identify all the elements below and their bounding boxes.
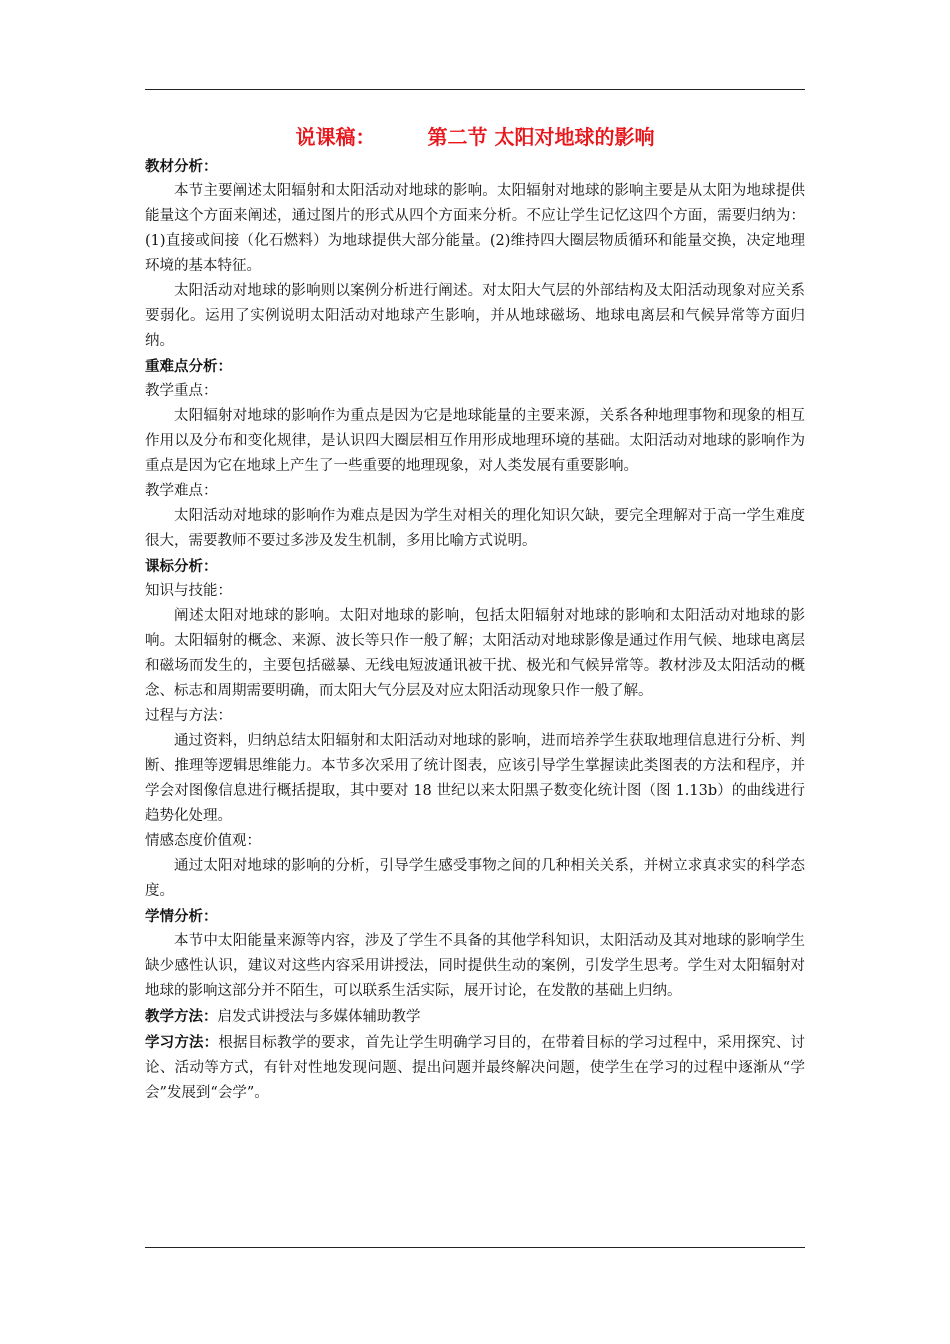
section-heading-students: 学情分析：: [145, 908, 218, 925]
section-heading-textbook: 教材分析：: [145, 158, 218, 175]
process-paragraph: 通过资料，归纳总结太阳辐射和太阳活动对地球的影响，进而培养学生获取地理信息进行分析、判断、推理等逻辑思维能力。本节多次采用了统计图表，应该引导学生掌握读此类图表的方法和程序，并学会对图像信息进行概括提取，其中要对 18 世纪以来太阳黑子数变化统计图（图 1.13b）的曲线进行趋势化处理。: [145, 733, 805, 824]
title-main: 第二节 太阳对地球的影响: [427, 125, 655, 149]
title-prefix: 说课稿：: [295, 125, 376, 149]
difficulty-label: 教学难点：: [145, 483, 218, 499]
header-rule: [145, 89, 805, 90]
attitude-paragraph: 通过太阳对地球的影响的分析，引导学生感受事物之间的几种相关关系，并树立求真求实的科学态度。: [145, 858, 805, 899]
textbook-paragraph-2: 太阳活动对地球的影响则以案例分析进行阐述。对太阳大气层的外部结构及太阳活动现象对应关系要弱化。运用了实例说明太阳活动对地球产生影响，并从地球磁场、地球电离层和气候异常等方面归纳。: [145, 283, 805, 349]
section-heading-key-points: 重难点分析：: [145, 358, 232, 375]
textbook-paragraph-1: 本节主要阐述太阳辐射和太阳活动对地球的影响。太阳辐射对地球的影响主要是从太阳为地球提供能量这个方面来阐述，通过图片的形式从四个方面来分析。不应让学生记忆这四个方面，需要归纳为：(1)直接或间接（化石燃料）为地球提供大部分能量。(2)维持四大圈层物质循环和能量交换，决定地理环境的基本特征。: [145, 183, 805, 274]
learning-method-label: 学习方法：: [145, 1034, 219, 1051]
learning-method-text: 根据目标教学的要求，首先让学生明确学习目的，在带着目标的学习过程中，采用探究、讨论、活动等方式，有针对性地发现问题、提出问题并最终解决问题，使学生在学习的过程中逐渐从“学会”发展到“会学”。: [145, 1035, 806, 1101]
section-heading-curriculum: 课标分析：: [145, 558, 218, 575]
difficulty-paragraph: 太阳活动对地球的影响作为难点是因为学生对相关的理化知识欠缺，要完全理解对于高一学生难度很大，需要教师不要过多涉及发生机制，多用比喻方式说明。: [145, 508, 805, 549]
knowledge-paragraph: 阐述太阳对地球的影响。太阳对地球的影响，包括太阳辐射对地球的影响和太阳活动对地球的影响。太阳辐射的概念、来源、波长等只作一般了解；太阳活动对地球影像是通过作用气候、地球电离层和磁场而发生的，主要包括磁暴、无线电短波通讯被干扰、极光和气候异常等。教材涉及太阳活动的概念、标志和周期需要明确，而太阳大气分层及对应太阳活动现象只作一般了解。: [145, 608, 805, 699]
process-label: 过程与方法：: [145, 708, 232, 724]
students-paragraph: 本节中太阳能量来源等内容，涉及了学生不具备的其他学科知识，太阳活动及其对地球的影响学生缺少感性认识，建议对这些内容采用讲授法，同时提供生动的案例，引发学生思考。学生对太阳辐射对地球的影响这部分并不陌生，可以联系生活实际，展开讨论，在发散的基础上归纳。: [145, 933, 805, 999]
learning-method-line: [145, 1030, 805, 1106]
focus-paragraph: 太阳辐射对地球的影响作为重点是因为它是地球能量的主要来源，关系各种地理事物和现象的相互作用以及分布和变化规律，是认识四大圈层相互作用形成地理环境的基础。太阳活动对地球的影响作为重点是因为它在地球上产生了一些重要的地理现象，对人类发展有重要影响。: [145, 408, 805, 474]
knowledge-label: 知识与技能：: [145, 583, 232, 599]
teaching-method-text: 启发式讲授法与多媒体辅助教学: [217, 1009, 421, 1025]
page-title: [145, 122, 805, 152]
attitude-label: 情感态度价值观：: [145, 833, 261, 849]
footer-rule: [145, 1247, 805, 1248]
teaching-method-label: 教学方法：: [145, 1008, 218, 1025]
teaching-method-line: [145, 1004, 805, 1030]
document-body: [145, 122, 805, 1106]
focus-label: 教学重点：: [145, 383, 218, 399]
